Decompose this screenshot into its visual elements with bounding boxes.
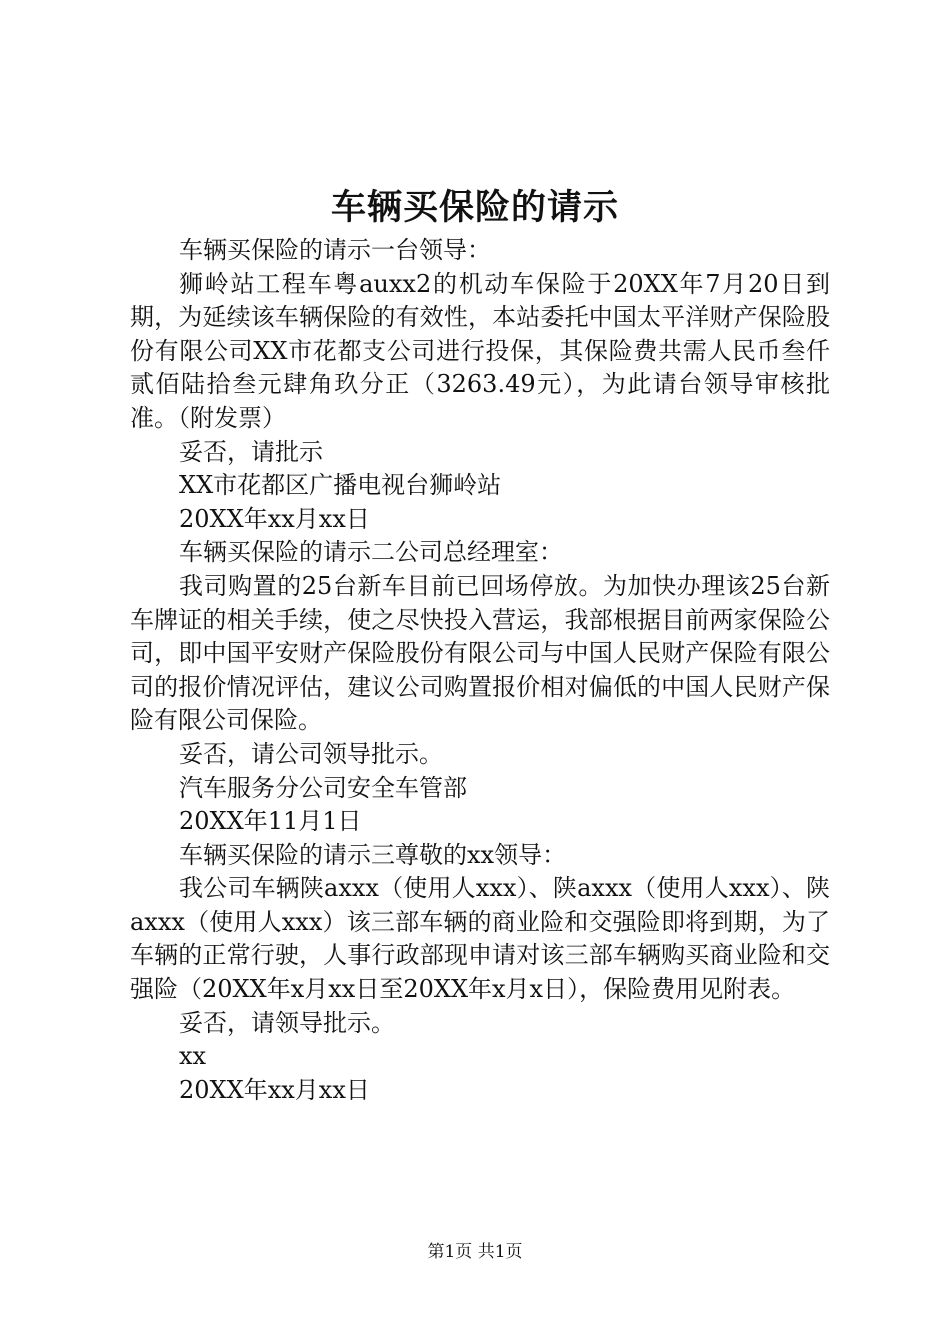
section3-closing: 妥否，请领导批示。 <box>179 1008 395 1037</box>
document-title: 车辆买保险的请示 <box>330 187 619 228</box>
section3-heading: 车辆买保险的请示三尊敬的xx领导： <box>179 840 567 869</box>
section1-paragraph: 狮岭站工程车粤auxx2的机动车保险于20XX年7月20日到期，为延续该车辆保险的有效性，本站委托中国太平洋财产保险股份有限公司XX市花都支公司进行投保，其保险费共需人民币叁仟贰佰陆拾叁元肆角玖分正（3263.49元），为此请台领导审核批准。（附发票） <box>130 269 830 432</box>
section3-paragraph: 我公司车辆陕axxx（使用人xxx）、陕axxx（使用人xxx）、陕axxx（使用人xxx）该三部车辆的商业险和交强险即将到期，为了车辆的正常行驶，人事行政部现申请对该三部车辆购买商业险和交强险（20XX年x月xx日至20XX年x月x日），保险费用见附表。 <box>130 874 830 1004</box>
section2-closing: 妥否，请公司领导批示。 <box>179 739 443 768</box>
section3-date: 20XX年xx月xx日 <box>179 1075 370 1104</box>
section1-heading: 车辆买保险的请示一台领导： <box>179 236 491 264</box>
section1-signature: XX市花都区广播电视台狮岭站 <box>179 471 502 500</box>
section2-date: 20XX年11月1日 <box>179 807 362 836</box>
page-footer: 第1页 共1页 <box>427 1242 523 1262</box>
section2-heading: 车辆买保险的请示二公司总经理室： <box>179 538 563 567</box>
section1-date: 20XX年xx月xx日 <box>179 504 370 533</box>
section2-signature: 汽车服务分公司安全车管部 <box>179 773 467 802</box>
section3-signature: xx <box>179 1042 207 1071</box>
section1-closing: 妥否，请批示 <box>179 437 323 466</box>
section2-paragraph: 我司购置的25台新车目前已回场停放。为加快办理该25台新车牌证的相关手续，使之尽快投入营运，我部根据目前两家保险公司，即中国平安财产保险股份有限公司与中国人民财产保险有限公司的报价情况评估，建议公司购置报价相对偏低的中国人民财产保险有限公司保险。 <box>130 571 830 735</box>
document-body <box>130 234 830 1107</box>
